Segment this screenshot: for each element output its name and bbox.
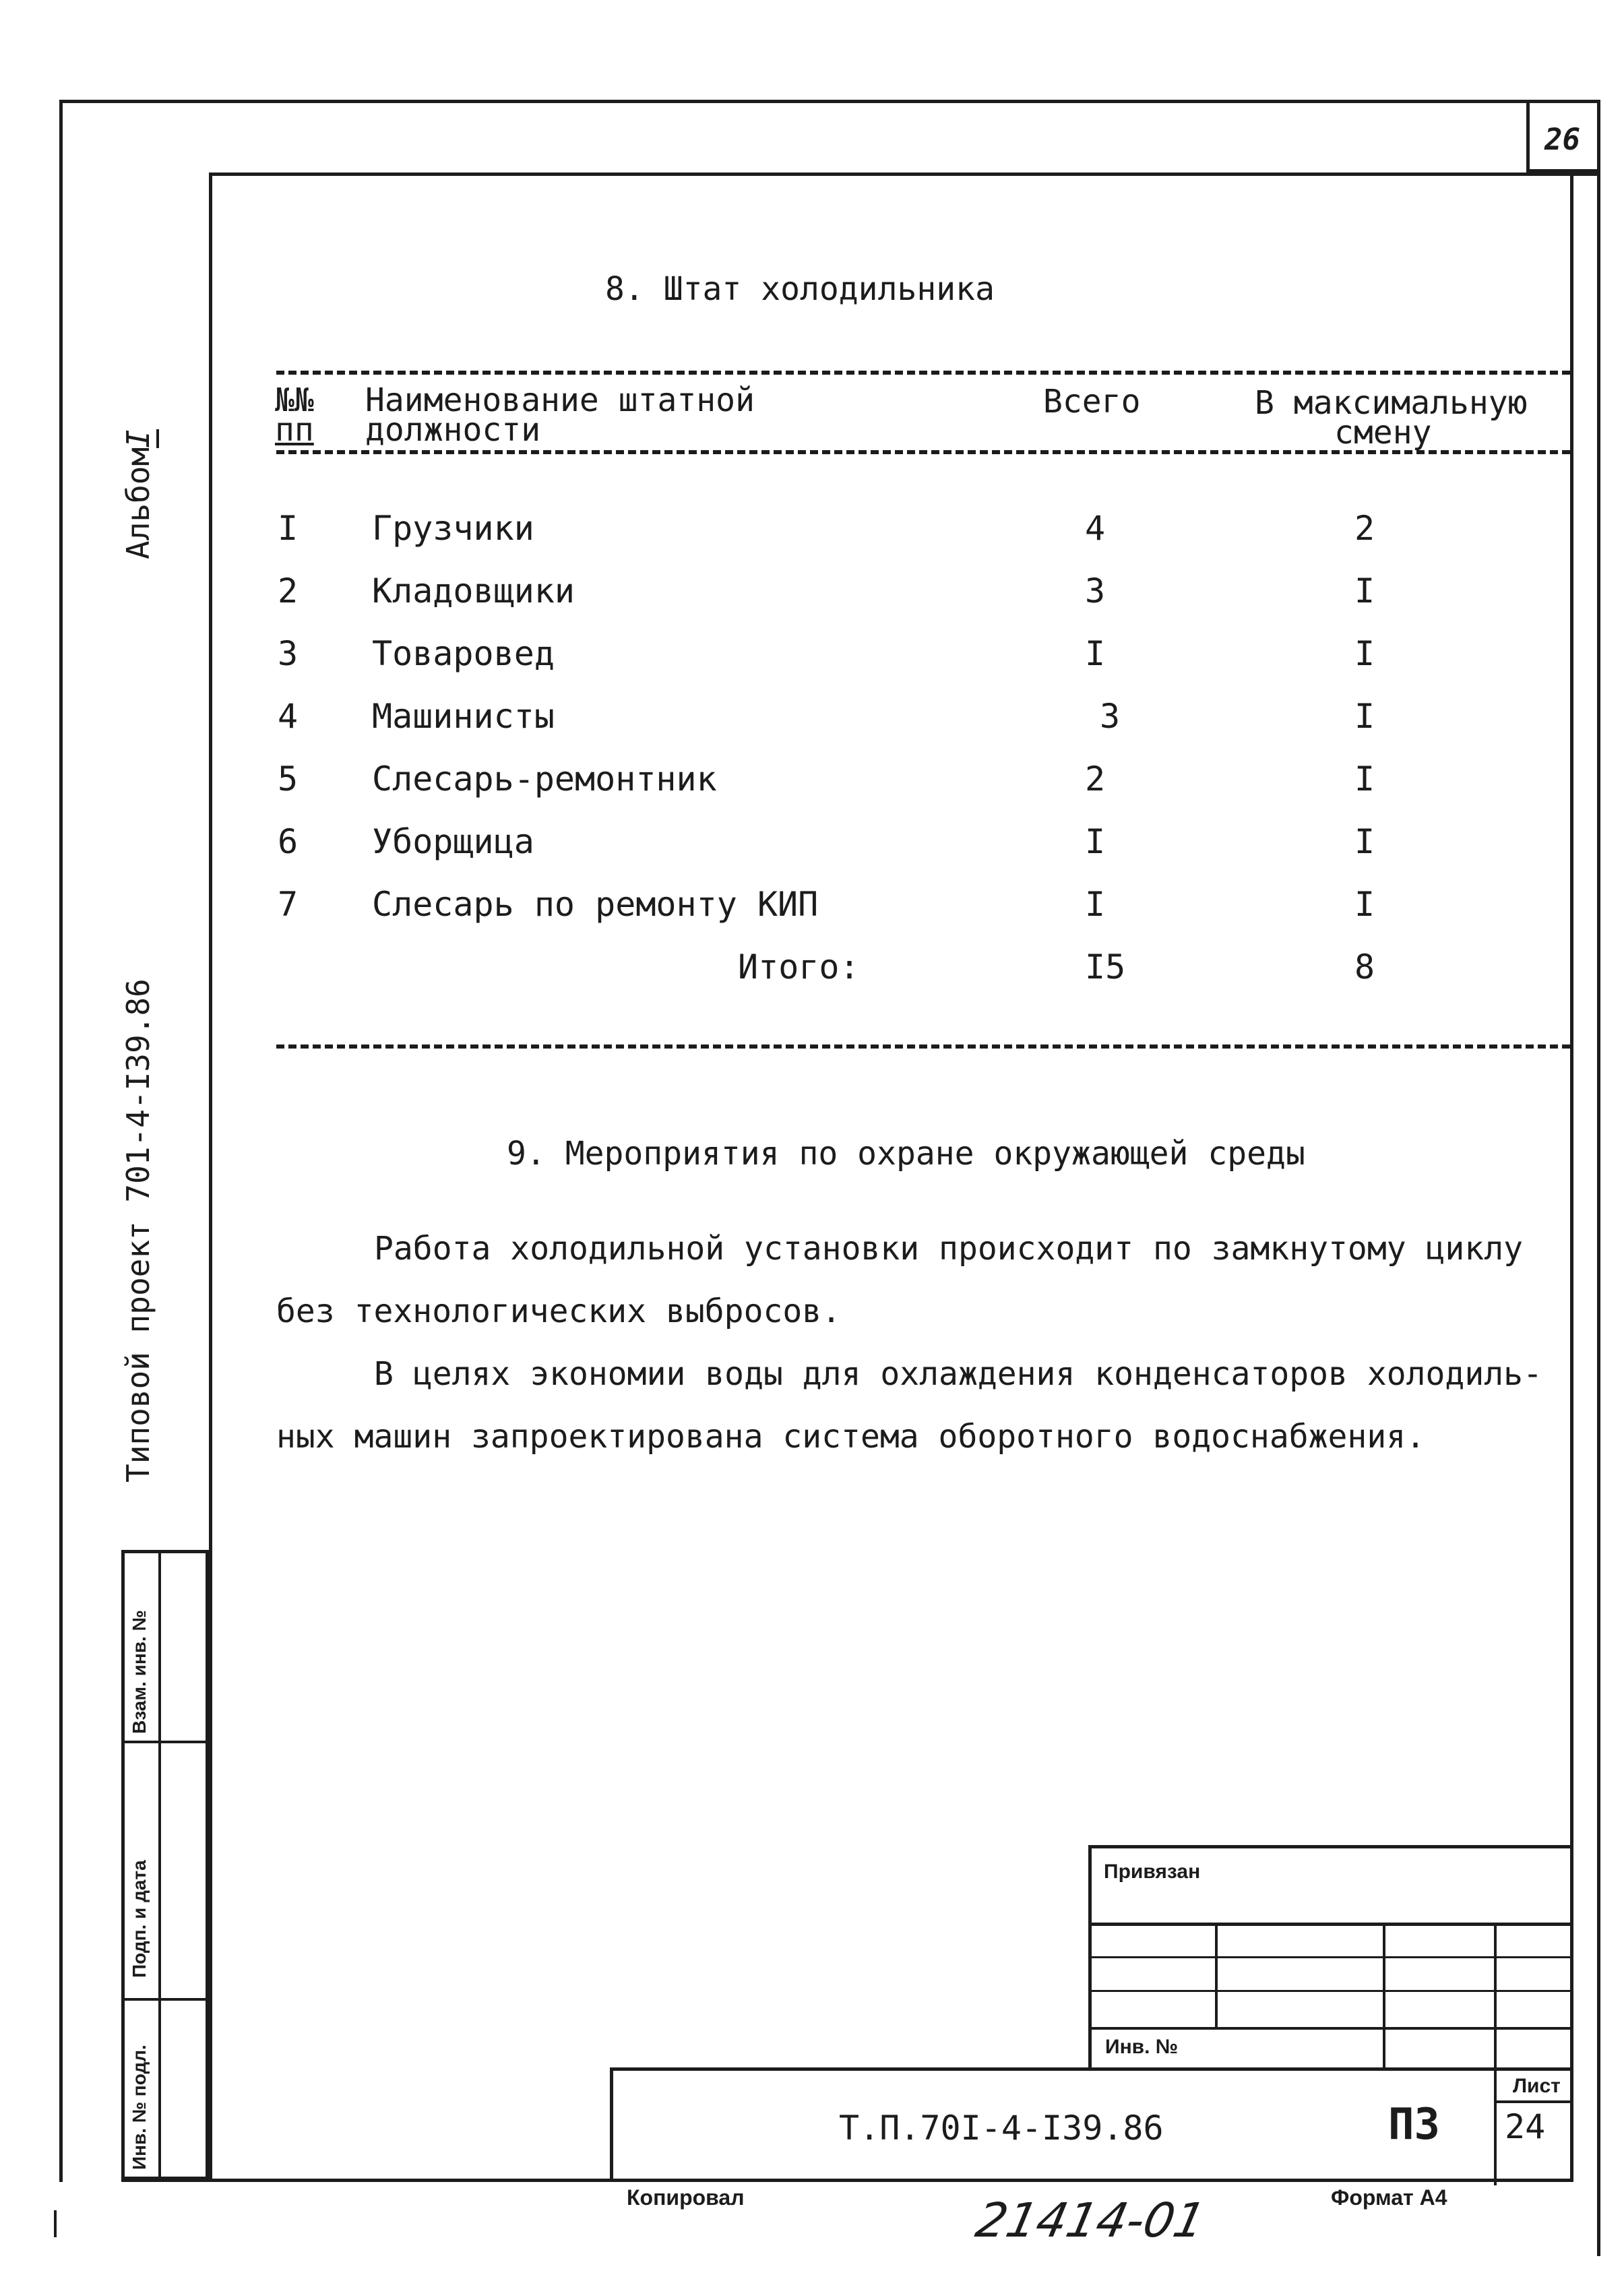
- outer-frame-left: [59, 100, 63, 2182]
- table-row: I Грузчики 4 2: [278, 509, 1375, 548]
- th-name-line2: должности: [365, 411, 541, 449]
- tb-privyazan: Привязан: [1104, 1861, 1201, 1883]
- table-bottom-rule: [276, 1044, 1570, 1049]
- top-sheet-number-box: [1526, 100, 1597, 173]
- section8-title: 8. Штат холодильника: [605, 270, 995, 308]
- binding-mark: [54, 2210, 57, 2237]
- side-project-label: Типовой проект 701-4-I39.86: [120, 978, 156, 1483]
- stamp-inv-podl: Инв. № подл.: [129, 2045, 150, 2170]
- section9-paragraph1-line2: без технологических выбросов.: [276, 1292, 842, 1330]
- outer-frame-right: [1597, 100, 1600, 2256]
- inner-frame-top: [209, 173, 1597, 176]
- table-top-rule: [276, 371, 1570, 375]
- th-name-line1: Наименование штатной: [365, 381, 755, 419]
- section9-paragraph2-line1: В целях экономии воды для охлаждения конденсаторов холодиль-: [374, 1355, 1542, 1393]
- table-row: 5 Слесарь-ремонтник 2 I: [278, 759, 1375, 799]
- section9-paragraph1-line1: Работа холодильной установки происходит по замкнутому циклу: [374, 1230, 1524, 1268]
- tb-section-code: П3: [1388, 2100, 1441, 2150]
- th-num-line2: пп: [275, 411, 314, 449]
- th-num-line1: №№: [275, 381, 314, 419]
- footer-kopiroval: Копировал: [627, 2185, 745, 2210]
- title-block-main: [610, 2067, 1573, 2182]
- footer-handwritten-number: 21414-01: [971, 2193, 1210, 2248]
- table-summary-row: Итого: I5 8: [738, 947, 1375, 987]
- tb-inv-no: Инв. №: [1105, 2036, 1179, 2058]
- section9-paragraph2-line2: ных машин запроектирована система оборотного водоснабжения.: [276, 1418, 1426, 1456]
- table-header-rule: [276, 450, 1570, 454]
- tb-sheet-label: Лист: [1513, 2075, 1561, 2097]
- inner-frame-left: [209, 173, 212, 2182]
- section9-title: 9. Мероприятия по охране окружающей среды: [507, 1135, 1305, 1173]
- stamp-vzam-inv: Взам. инв. №: [129, 1610, 150, 1734]
- table-row: 7 Слесарь по ремонту КИП I I: [278, 885, 1375, 924]
- left-stamp-strip: [121, 1550, 209, 2180]
- title-block-upper: [1088, 1845, 1573, 2071]
- th-total: Всего: [1043, 383, 1141, 420]
- side-album-number: I: [120, 429, 156, 448]
- side-album-label: Альбом: [120, 447, 156, 559]
- top-sheet-number: 26: [1544, 123, 1580, 157]
- table-row: 3 Товаровед I I: [278, 634, 1375, 673]
- footer-format: Формат А4: [1331, 2185, 1447, 2210]
- table-row: 6 Уборщица I I: [278, 822, 1375, 861]
- table-row: 2 Кладовщики 3 I: [278, 571, 1375, 611]
- table-row: 4 Машинисты 3 I: [278, 697, 1375, 736]
- tb-sheet-value: 24: [1505, 2107, 1546, 2146]
- outer-frame-top: [59, 100, 1597, 103]
- th-shift-line1: В максимальную: [1255, 384, 1528, 422]
- th-shift-line2: смену: [1334, 414, 1432, 451]
- tb-doc-code: Т.П.70I-4-I39.86: [839, 2109, 1164, 2148]
- stamp-podp-data: Подп. и дата: [129, 1860, 150, 1978]
